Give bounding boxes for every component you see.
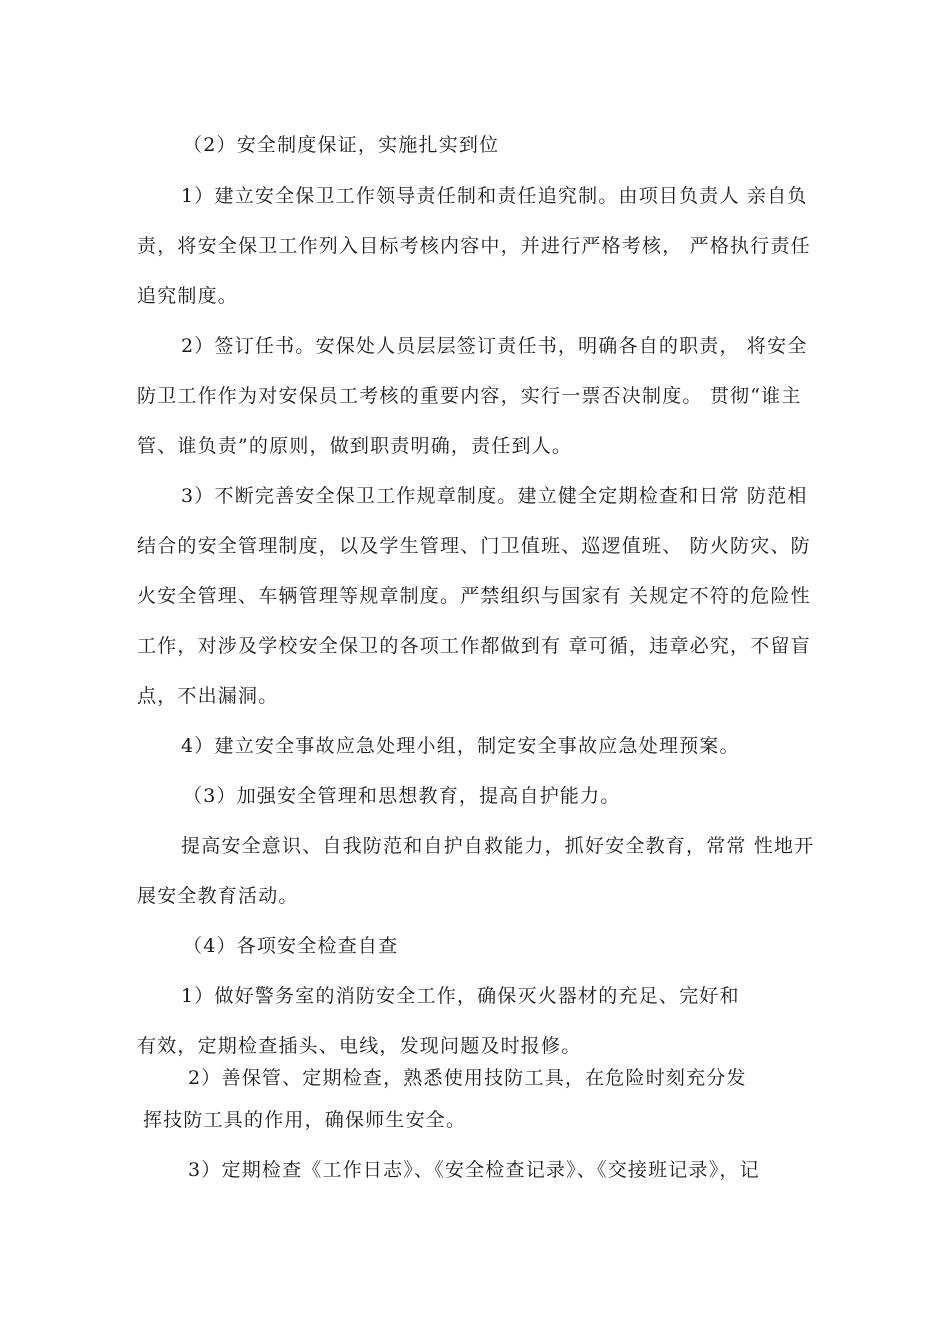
paragraph-line: 防卫工作作为对安保员工考核的重要内容，实行一票否决制度。 贯彻“谁主: [137, 385, 802, 407]
paragraph-line: 火安全管理、车辆管理等规章制度。严禁组织与国家有 关规定不符的危险性: [137, 585, 811, 607]
paragraph-line: 工作，对涉及学校安全保卫的各项工作都做到有 章可循，违章必究，不留盲: [137, 635, 811, 657]
paragraph-line: 责，将安全保卫工作列入目标考核内容中，并进行严格考核， 严格执行责任: [137, 235, 811, 257]
heading-3: （3）加强安全管理和思想教育，提高自护能力。: [183, 785, 621, 807]
paragraph-line: 4）建立安全事故应急处理小组，制定安全事故应急处理预案。: [181, 735, 740, 757]
paragraph-line: 1）做好警务室的消防安全工作，确保灭火器材的充足、完好和: [181, 985, 740, 1007]
paragraph-line: 有效，定期检查插头、电线，发现问题及时报修。: [137, 1035, 582, 1057]
paragraph-line: 1）建立安全保卫工作领导责任制和责任追究制。由项目负责人 亲自负: [181, 185, 808, 207]
paragraph-line: 提高安全意识、自我防范和自护自救能力，抓好安全教育，常常 性地开: [181, 835, 815, 857]
paragraph-line: 2）善保管、定期检查，熟悉使用技防工具，在危险时刻充分发: [188, 1067, 747, 1089]
paragraph-line: 展安全教育活动。: [137, 885, 299, 907]
paragraph-line: 3）不断完善安全保卫工作规章制度。建立健全定期检查和日常 防范相: [181, 485, 808, 507]
heading-4: （4）各项安全检查自查: [183, 935, 399, 957]
paragraph-line: 结合的安全管理制度，以及学生管理、门卫值班、巡逻值班、 防火防灾、防: [137, 535, 811, 557]
paragraph-line: 点，不出漏洞。: [137, 685, 279, 707]
paragraph-line: 追究制度。: [137, 285, 239, 307]
paragraph-line: 2）签订任书。安保处人员层层签订责任书，明确各自的职责， 将安全: [181, 335, 808, 357]
paragraph-line: 挥技防工具的作用，确保师生安全。: [143, 1109, 467, 1131]
paragraph-line: 3）定期检查《工作日志》、《安全检查记录》、《交接班记录》，记: [188, 1159, 760, 1181]
paragraph-line: 管、谁负责”的原则，做到职责明确，责任到人。: [137, 435, 573, 457]
heading-2: （2）安全制度保证，实施扎实到位: [183, 134, 500, 156]
